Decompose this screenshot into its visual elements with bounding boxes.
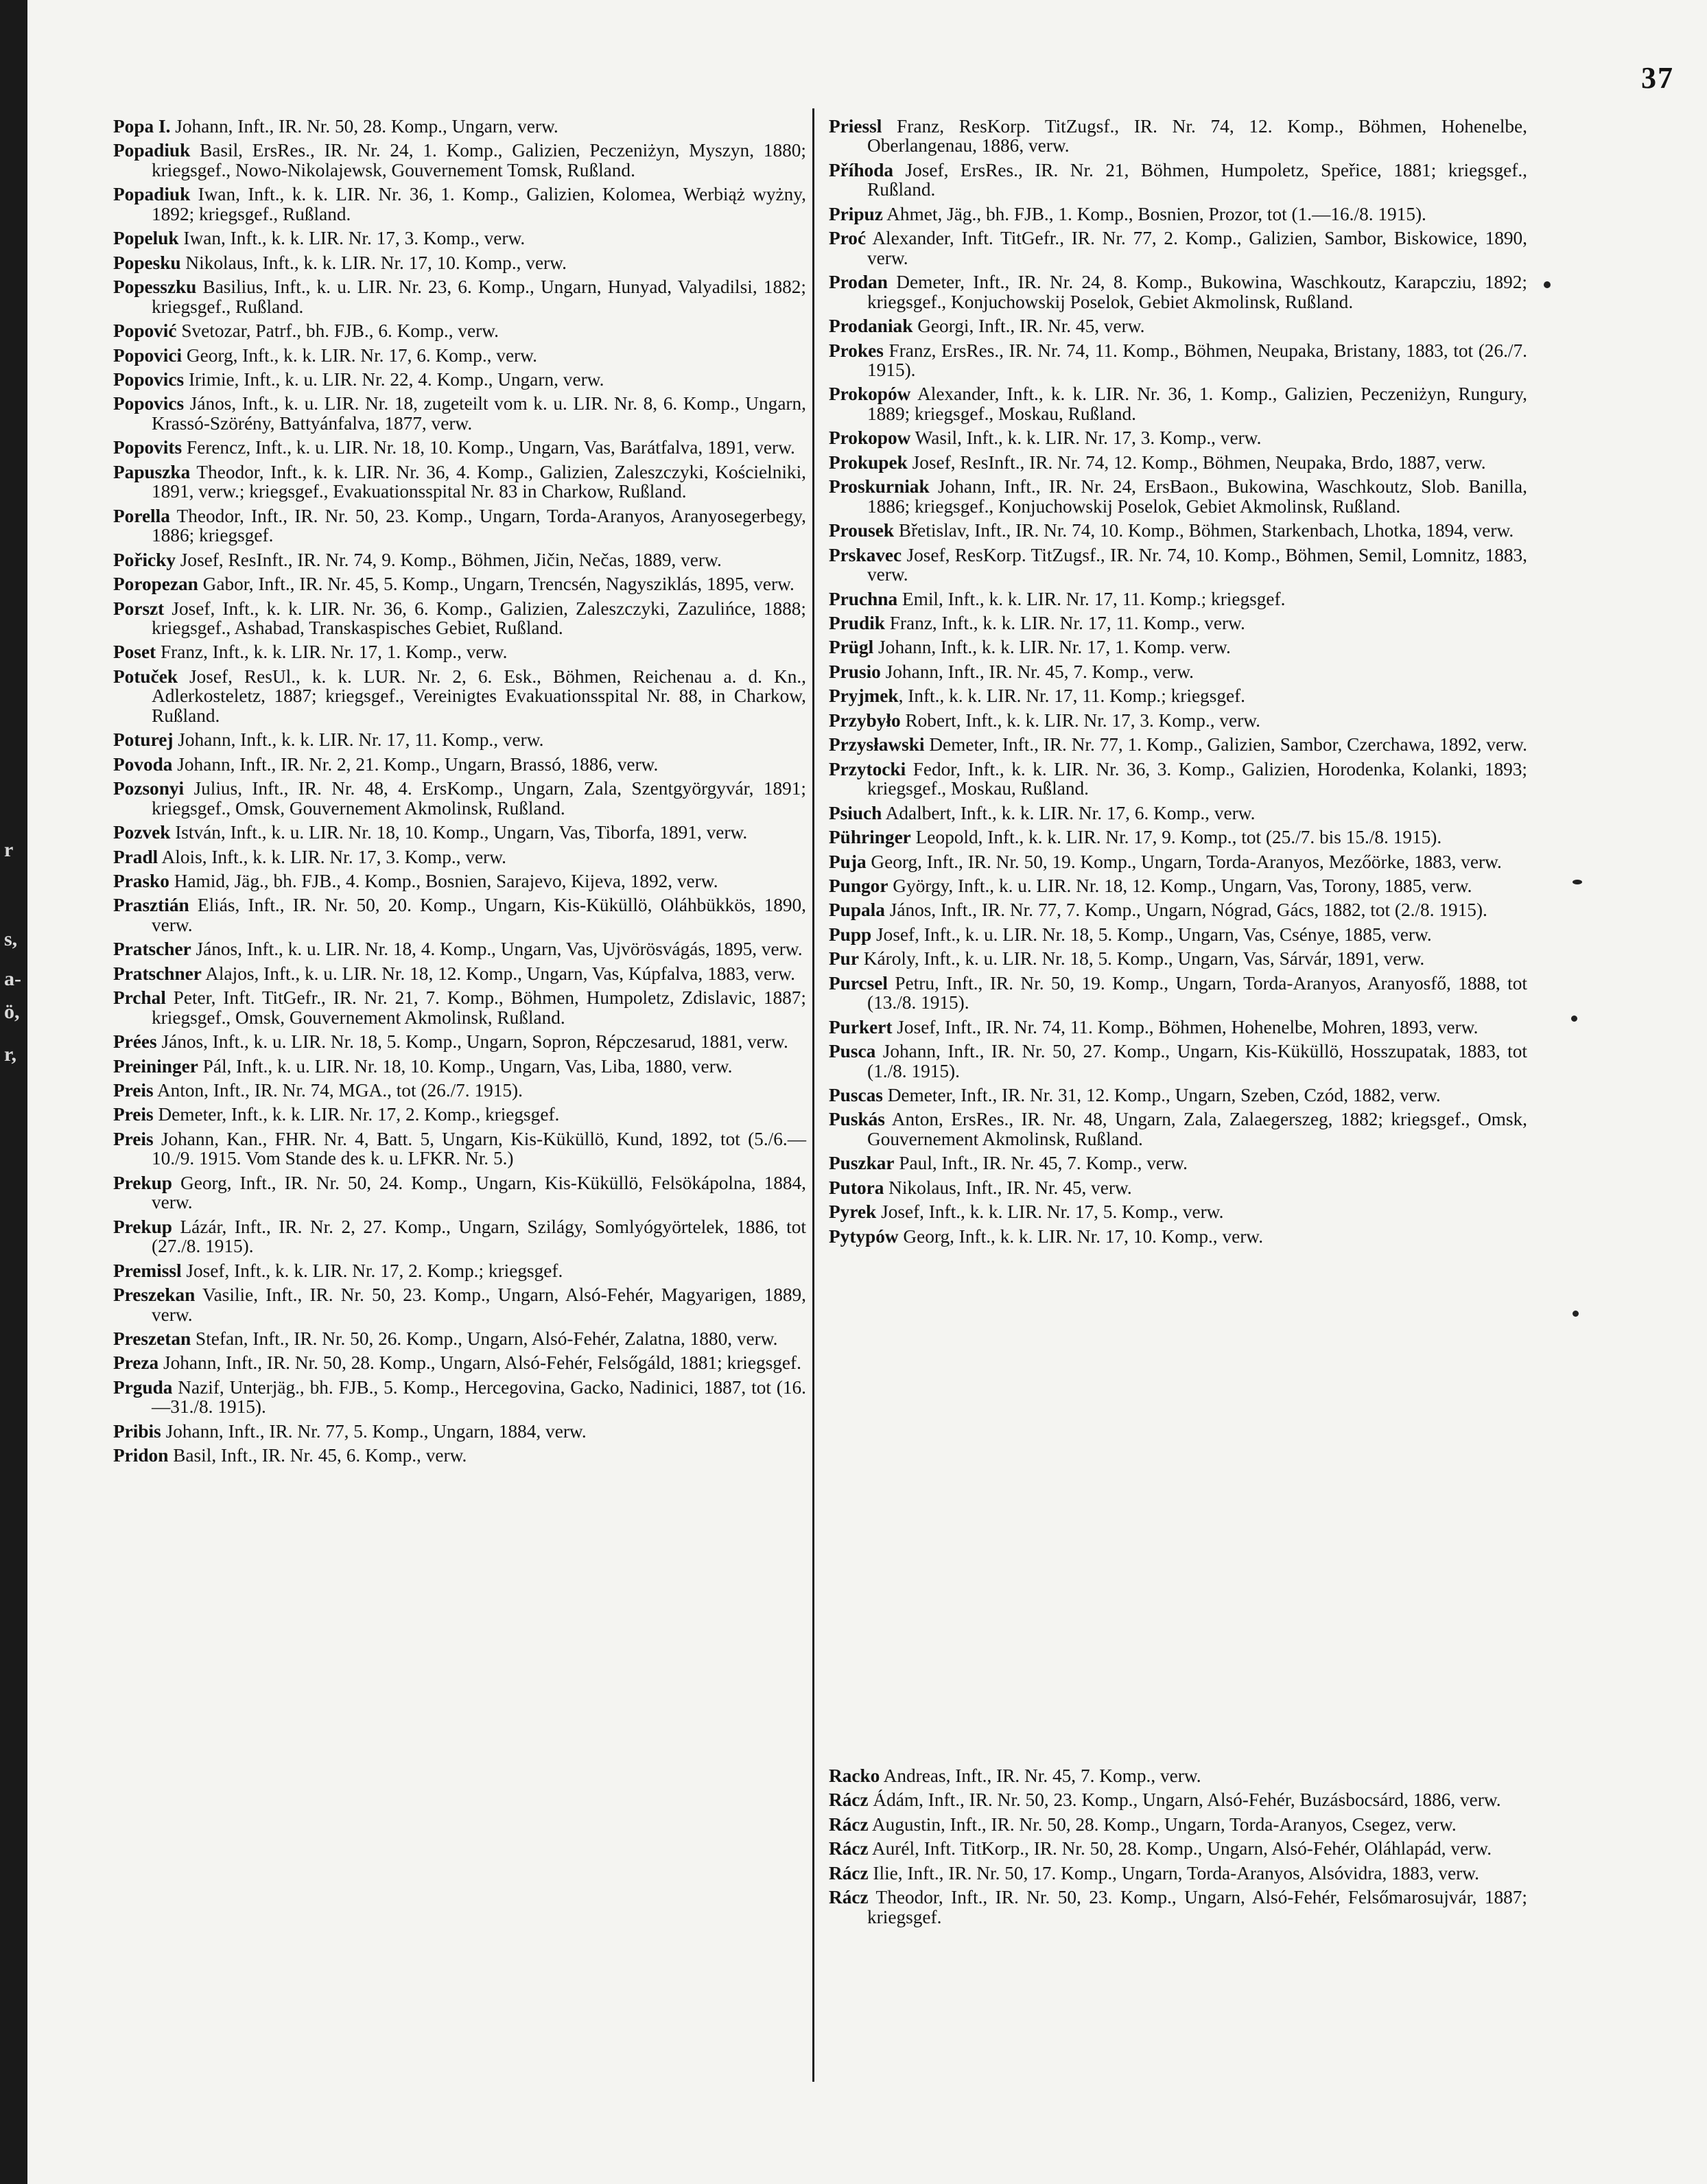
entry-details: Josef, ErsRes., IR. Nr. 21, Böhmen, Humpoletz, Speřice, 1881; kriegsgef., Rußland. xyxy=(867,159,1527,200)
entry-details: Adalbert, Inft., k. k. LIR. Nr. 17, 6. Komp., verw. xyxy=(882,802,1256,823)
entry-details: Ahmet, Jäg., bh. FJB., 1. Komp., Bosnien, Prozor, tot (1.—16./8. 1915). xyxy=(882,203,1426,224)
entry-surname: Pryjmek xyxy=(829,685,899,707)
entry-surname: Porszt xyxy=(113,598,165,619)
entry-surname: Poturej xyxy=(113,729,174,751)
entry-details: Svetozar, Patrf., bh. FJB., 6. Komp., verw. xyxy=(176,320,499,342)
list-item xyxy=(829,900,1527,919)
entry-details: Hamid, Jäg., bh. FJB., 4. Komp., Bosnien, Sarajevo, Kijeva, 1892, verw. xyxy=(169,870,718,891)
entry-surname: Przysławski xyxy=(829,734,925,755)
entry-surname: Rácz xyxy=(829,1862,869,1883)
entry-surname: Prügl xyxy=(829,637,874,658)
entry-details: Georg, Inft., IR. Nr. 50, 19. Komp., Ungarn, Torda-Aranyos, Mezőörke, 1883, verw. xyxy=(866,851,1502,872)
list-item xyxy=(829,272,1527,312)
entry-details: Lázár, Inft., IR. Nr. 2, 27. Komp., Ungarn, Szilágy, Somlyógyörtelek, 1886, tot (27./8. 1915). xyxy=(152,1216,806,1257)
entry-surname: Pozvek xyxy=(113,822,171,843)
right-column-r-section xyxy=(829,1766,1527,1931)
entry-details: Pál, Inft., k. u. LIR. Nr. 18, 10. Komp., Ungarn, Vas, Liba, 1880, verw. xyxy=(198,1055,733,1077)
list-item xyxy=(829,589,1527,609)
entry-details: Leopold, Inft., k. k. LIR. Nr. 17, 9. Komp., tot (25./7. bis 15./8. 1915). xyxy=(910,827,1442,848)
entry-details: János, Inft., k. u. LIR. Nr. 18, 5. Komp., Ungarn, Sopron, Répczesarud, 1881, verw. xyxy=(156,1031,788,1053)
entry-surname: Pribis xyxy=(113,1420,161,1442)
margin-speck xyxy=(1571,1015,1577,1022)
list-item xyxy=(829,1018,1527,1037)
entry-details: Břetislav, Inft., IR. Nr. 74, 10. Komp., Böhmen, Starkenbach, Lhotka, 1894, verw. xyxy=(894,520,1514,541)
entry-details: Johann, Inft., IR. Nr. 24, ErsBaon., Bukowina, Waschkoutz, Slob. Banilla, 1886; kriegsgef., Konjuchowskij Poselok, Gebiet Akmolinsk, Rußland. xyxy=(867,476,1527,517)
entry-surname: Pupp xyxy=(829,924,872,945)
list-item xyxy=(113,506,806,545)
entry-surname: Preszetan xyxy=(113,1328,191,1350)
entry-surname: Racko xyxy=(829,1765,880,1786)
entry-surname: Prguda xyxy=(113,1376,173,1398)
list-item xyxy=(829,228,1527,268)
list-item xyxy=(829,876,1527,895)
entry-surname: Pridon xyxy=(113,1445,169,1466)
entry-details: János, Inft., IR. Nr. 77, 7. Komp., Ungarn, Nógrad, Gács, 1882, tot (2./8. 1915). xyxy=(884,900,1487,921)
list-item xyxy=(829,637,1527,657)
list-item xyxy=(113,1422,806,1441)
page-number: 37 xyxy=(1641,61,1674,95)
list-item xyxy=(829,1178,1527,1197)
list-item xyxy=(113,1329,806,1348)
entry-details: Josef, Inft., IR. Nr. 74, 11. Komp., Böhmen, Hohenelbe, Mohren, 1893, verw. xyxy=(892,1016,1479,1037)
entry-details: Franz, ResKorp. TitZugsf., IR. Nr. 74, 12. Komp., Böhmen, Hohenelbe, Oberlangenau, 1886, verw. xyxy=(867,116,1527,156)
entry-details: Demeter, Inft., IR. Nr. 24, 8. Komp., Bukowina, Waschkoutz, Karapcziu, 1892; kriegsgef., Konjuchowskij Poselok, Gebiet Akmolinsk, Rußland. xyxy=(867,272,1527,312)
list-item xyxy=(113,895,806,935)
entry-details: János, Inft., k. u. LIR. Nr. 18, 4. Komp., Ungarn, Vas, Ujvörösvágás, 1895, verw. xyxy=(191,939,803,960)
edge-fragment: ö, xyxy=(4,1000,20,1023)
entry-surname: Poropezan xyxy=(113,574,198,595)
entry-details: Aurél, Inft. TitKorp., IR. Nr. 50, 28. Komp., Ungarn, Alsó-Fehér, Oláhlapád, verw. xyxy=(868,1838,1492,1859)
list-item xyxy=(113,1081,806,1100)
entry-details: Theodor, Inft., k. k. LIR. Nr. 36, 4. Komp., Galizien, Zaleszczyki, Kościelniki, 1891, verw.; kriegsgef., Evakuationsspital Nr. 83 in Charkow, Rußland. xyxy=(152,461,806,502)
entry-surname: Prusio xyxy=(829,661,881,682)
entry-surname: Preis xyxy=(113,1080,154,1101)
entry-details: Georg, Inft., IR. Nr. 50, 24. Komp., Ungarn, Kis-Küküllö, Felsökápolna, 1884, verw. xyxy=(152,1172,806,1213)
entry-details: Ferencz, Inft., k. u. LIR. Nr. 18, 10. Komp., Ungarn, Vas, Barátfalva, 1891, verw. xyxy=(182,437,795,458)
list-item xyxy=(113,462,806,502)
entry-details: Anton, ErsRes., IR. Nr. 48, Ungarn, Zala, Zalaegerszeg, 1882; kriegsgef., Omsk, Gouvernement Akmolinsk, Rußland. xyxy=(867,1109,1527,1149)
entry-details: Alois, Inft., k. k. LIR. Nr. 17, 3. Komp., verw. xyxy=(158,846,506,867)
list-item xyxy=(113,847,806,867)
list-item xyxy=(113,1353,806,1372)
entry-details: Josef, ResUl., k. k. LUR. Nr. 2, 6. Esk., Böhmen, Reichenau a. d. Kn., Adlerkosteletz, 1887; kriegsgef., Vereinigtes Evakuationsspital Nr. 88, in Charkow, Rußland. xyxy=(152,666,806,726)
margin-speck xyxy=(1573,880,1582,884)
list-item xyxy=(113,321,806,340)
edge-fragment: a- xyxy=(4,967,21,990)
margin-speck xyxy=(1573,1311,1579,1317)
list-item xyxy=(113,438,806,457)
entry-details: Johann, Inft., IR. Nr. 50, 28. Komp., Ungarn, verw. xyxy=(170,116,558,137)
entry-surname: Popovics xyxy=(113,368,185,390)
entry-surname: Proć xyxy=(829,228,867,249)
list-item xyxy=(829,852,1527,871)
list-item xyxy=(829,1839,1527,1858)
entry-details: Paul, Inft., IR. Nr. 45, 7. Komp., verw. xyxy=(894,1153,1188,1174)
entry-details: Johann, Inft., IR. Nr. 2, 21. Komp., Ungarn, Brassó, 1886, verw. xyxy=(172,753,659,775)
list-item xyxy=(113,1285,806,1324)
left-column xyxy=(113,117,806,1470)
entry-details: Gabor, Inft., IR. Nr. 45, 5. Komp., Ungarn, Trencsén, Nagysziklás, 1895, verw. xyxy=(198,574,794,595)
list-item xyxy=(113,755,806,774)
entry-details: Vasilie, Inft., IR. Nr. 50, 23. Komp., Ungarn, Alsó-Fehér, Magyarigen, 1889, verw. xyxy=(152,1284,806,1325)
list-item xyxy=(829,1864,1527,1883)
entry-surname: Popovits xyxy=(113,437,183,458)
list-item xyxy=(829,1042,1527,1081)
entry-surname: Pradl xyxy=(113,846,158,867)
list-item xyxy=(113,871,806,891)
list-item xyxy=(829,545,1527,585)
list-item xyxy=(829,316,1527,336)
entry-surname: Pripuz xyxy=(829,203,883,224)
list-item xyxy=(829,521,1527,540)
scan-edge-text xyxy=(1,0,25,2184)
list-item xyxy=(829,613,1527,633)
entry-details: Josef, ResInft., IR. Nr. 74, 9. Komp., Böhmen, Jičin, Nečas, 1889, verw. xyxy=(175,549,722,570)
entry-details: Josef, Inft., k. u. LIR. Nr. 18, 5. Komp., Ungarn, Vas, Csénye, 1885, verw. xyxy=(871,924,1432,945)
entry-details: Franz, Inft., k. k. LIR. Nr. 17, 11. Komp., verw. xyxy=(884,612,1245,633)
entry-surname: Rácz xyxy=(829,1887,869,1908)
entry-details: Alexander, Inft., k. k. LIR. Nr. 36, 1. Komp., Galizien, Peczeniżyn, Rungury, 1889; kriegsgef., Moskau, Rußland. xyxy=(867,384,1527,424)
list-item xyxy=(113,939,806,959)
list-item xyxy=(829,686,1527,705)
entry-surname: Pühringer xyxy=(829,827,911,848)
entry-surname: Pungor xyxy=(829,875,888,896)
entry-surname: Pusca xyxy=(829,1041,876,1062)
entry-surname: Puskás xyxy=(829,1109,885,1130)
entry-surname: Porella xyxy=(113,505,170,526)
entry-details: Anton, Inft., IR. Nr. 74, MGA., tot (26./7. 1915). xyxy=(153,1080,523,1101)
list-item xyxy=(113,779,806,818)
list-item xyxy=(113,1378,806,1417)
entry-surname: Premissl xyxy=(113,1260,182,1281)
entry-details: Georg, Inft., k. k. LIR. Nr. 17, 6. Komp., verw. xyxy=(182,344,537,366)
list-item xyxy=(113,253,806,272)
list-item xyxy=(829,1227,1527,1246)
entry-surname: Popovics xyxy=(113,393,185,414)
entry-surname: Putora xyxy=(829,1177,884,1198)
entry-surname: Popa I. xyxy=(113,116,171,137)
entry-surname: Prokopow xyxy=(829,427,911,449)
list-item xyxy=(113,185,806,224)
entry-details: György, Inft., k. u. LIR. Nr. 18, 12. Komp., Ungarn, Vas, Torony, 1885, verw. xyxy=(888,875,1472,896)
entry-details: Josef, Inft., k. k. LIR. Nr. 36, 6. Komp., Galizien, Zaleszczyki, Zazulińce, 1888; kriegsgef., Ashabad, Transkaspisches Gebiet, Rußland. xyxy=(152,598,806,638)
entry-details: Robert, Inft., k. k. LIR. Nr. 17, 3. Komp., verw. xyxy=(900,709,1261,731)
entry-details: Georg, Inft., k. k. LIR. Nr. 17, 10. Komp., verw. xyxy=(898,1225,1264,1247)
entry-surname: Pruchna xyxy=(829,588,898,609)
entry-surname: Pupala xyxy=(829,900,885,921)
list-item xyxy=(829,735,1527,754)
entry-details: Franz, Inft., k. k. LIR. Nr. 17, 1. Komp., verw. xyxy=(156,642,508,663)
entry-details: Johann, Inft., k. k. LIR. Nr. 17, 1. Komp. verw. xyxy=(873,637,1231,658)
list-item xyxy=(113,394,806,433)
entry-surname: Prudik xyxy=(829,612,885,633)
entry-surname: Poset xyxy=(113,642,156,663)
entry-surname: Prokupek xyxy=(829,451,908,473)
entry-details: Johann, Inft., IR. Nr. 50, 27. Komp., Ungarn, Kis-Küküllö, Hosszupatak, 1883, tot (1./8. 1915). xyxy=(867,1041,1527,1081)
entry-surname: Prekup xyxy=(113,1172,172,1193)
list-item xyxy=(113,1057,806,1076)
entry-details: Johann, Inft., IR. Nr. 50, 28. Komp., Ungarn, Alsó-Fehér, Felsőgáld, 1881; kriegsgef. xyxy=(158,1352,801,1374)
list-item xyxy=(829,1109,1527,1149)
entry-details: Johann, Inft., k. k. LIR. Nr. 17, 11. Komp., verw. xyxy=(173,729,544,751)
list-item xyxy=(829,1790,1527,1809)
entry-surname: Popeluk xyxy=(113,228,179,249)
entry-details: Emil, Inft., k. k. LIR. Nr. 17, 11. Komp.; kriegsgef. xyxy=(897,588,1286,609)
entry-details: Eliás, Inft., IR. Nr. 50, 20. Komp., Ungarn, Kis-Küküllö, Oláhbükkös, 1890, verw. xyxy=(152,895,806,935)
entry-details: Károly, Inft., k. u. LIR. Nr. 18, 5. Komp., Ungarn, Vas, Sárvár, 1891, verw. xyxy=(858,948,1425,970)
list-item xyxy=(113,730,806,749)
entry-surname: Prskavec xyxy=(829,544,902,565)
entry-details: Georgi, Inft., IR. Nr. 45, verw. xyxy=(913,316,1145,337)
entry-details: Basil, Inft., IR. Nr. 45, 6. Komp., verw. xyxy=(168,1445,467,1466)
entry-details: Julius, Inft., IR. Nr. 48, 4. ErsKomp., Ungarn, Zala, Szentgyörgyvár, 1891; kriegsgef., Omsk, Gouvernement Akmolinsk, Rußland. xyxy=(152,778,806,819)
entry-details: Iwan, Inft., k. k. LIR. Nr. 36, 1. Komp., Galizien, Kolomea, Werbiąż wyżny, 1892; kriegsgef., Rußland. xyxy=(152,184,806,224)
entry-details: Johann, Inft., IR. Nr. 77, 5. Komp., Ungarn, 1884, verw. xyxy=(161,1420,587,1442)
list-item xyxy=(829,1085,1527,1105)
edge-fragment: r xyxy=(4,838,14,861)
entry-surname: Priessl xyxy=(829,116,882,137)
entry-surname: Przybyło xyxy=(829,709,901,731)
entry-surname: Prousek xyxy=(829,520,895,541)
list-item xyxy=(113,117,806,136)
entry-details: Josef, ResKorp. TitZugsf., IR. Nr. 74, 10. Komp., Böhmen, Semil, Lomnitz, 1883, verw. xyxy=(867,544,1527,585)
list-item xyxy=(113,1261,806,1280)
list-item xyxy=(829,204,1527,224)
entry-details: , Inft., k. k. LIR. Nr. 17, 11. Komp.; kriegsgef. xyxy=(898,685,1246,707)
list-item xyxy=(113,1032,806,1051)
entry-surname: Povoda xyxy=(113,753,173,775)
entry-details: Stefan, Inft., IR. Nr. 50, 26. Komp., Ungarn, Alsó-Fehér, Zalatna, 1880, verw. xyxy=(191,1328,778,1350)
entry-details: Josef, ResInft., IR. Nr. 74, 12. Komp., Böhmen, Neupaka, Brdo, 1887, verw. xyxy=(907,451,1486,473)
list-item xyxy=(829,1202,1527,1221)
entry-surname: Popesszku xyxy=(113,277,197,298)
entry-details: Andreas, Inft., IR. Nr. 45, 7. Komp., verw. xyxy=(880,1765,1201,1786)
list-item xyxy=(113,550,806,570)
entry-surname: Preza xyxy=(113,1352,159,1374)
list-item xyxy=(829,477,1527,516)
list-item xyxy=(113,1173,806,1212)
entry-surname: Pořicky xyxy=(113,549,176,570)
entry-surname: Popović xyxy=(113,320,177,342)
entry-surname: Przytocki xyxy=(829,758,906,779)
entry-surname: Pytypów xyxy=(829,1225,899,1247)
column-divider xyxy=(812,108,814,2082)
entry-surname: Popadiuk xyxy=(113,184,191,205)
list-item xyxy=(829,1815,1527,1834)
entry-surname: Preszekan xyxy=(113,1284,196,1306)
entry-details: Nikolaus, Inft., k. k. LIR. Nr. 17, 10. Komp., verw. xyxy=(180,252,567,273)
entry-surname: Popovici xyxy=(113,344,183,366)
entry-surname: Potuček xyxy=(113,666,178,687)
entry-details: Theodor, Inft., IR. Nr. 50, 23. Komp., Ungarn, Torda-Aranyos, Aranyosegerbegy, 1886; kriegsgef. xyxy=(152,505,806,546)
entry-details: Nikolaus, Inft., IR. Nr. 45, verw. xyxy=(884,1177,1132,1198)
edge-fragment: s, xyxy=(4,928,18,950)
list-item xyxy=(113,667,806,725)
entry-surname: Preis xyxy=(113,1104,154,1125)
list-item xyxy=(113,228,806,248)
list-item xyxy=(113,346,806,365)
list-item xyxy=(829,384,1527,423)
entry-details: Johann, Kan., FHR. Nr. 4, Batt. 5, Ungarn, Kis-Küküllö, Kund, 1892, tot (5./6.—10./9. 1915. Vom Stande des k. u. LFKR. Nr. 5.) xyxy=(152,1128,806,1169)
list-item xyxy=(829,827,1527,847)
entry-details: Alexander, Inft. TitGefr., IR. Nr. 77, 2. Komp., Galizien, Sambor, Biskowice, 1890, verw. xyxy=(866,228,1527,268)
entry-surname: Prokopów xyxy=(829,384,911,405)
list-item xyxy=(829,803,1527,823)
list-item xyxy=(829,949,1527,968)
entry-surname: Příhoda xyxy=(829,159,894,180)
list-item xyxy=(829,1153,1527,1173)
entry-surname: Popadiuk xyxy=(113,140,191,161)
list-item xyxy=(113,988,806,1027)
entry-surname: Pratscher xyxy=(113,939,191,960)
entry-surname: Pyrek xyxy=(829,1201,877,1223)
list-item xyxy=(113,1217,806,1256)
entry-details: Demeter, Inft., IR. Nr. 31, 12. Komp., Ungarn, Szeben, Czód, 1882, verw. xyxy=(882,1085,1441,1106)
entry-surname: Rácz xyxy=(829,1838,869,1859)
list-item xyxy=(113,823,806,842)
entry-details: István, Inft., k. u. LIR. Nr. 18, 10. Komp., Ungarn, Vas, Tiborfa, 1891, verw. xyxy=(170,822,748,843)
entry-surname: Rácz xyxy=(829,1789,869,1811)
list-item xyxy=(829,117,1527,156)
entry-details: Demeter, Inft., IR. Nr. 77, 1. Komp., Galizien, Sambor, Czerchawa, 1892, verw. xyxy=(924,734,1527,755)
list-item xyxy=(829,161,1527,200)
list-item xyxy=(829,925,1527,944)
list-item xyxy=(113,141,806,180)
list-item xyxy=(113,642,806,661)
entry-surname: Prées xyxy=(113,1031,157,1053)
entry-surname: Puja xyxy=(829,851,867,872)
entry-surname: Puscas xyxy=(829,1085,883,1106)
entry-surname: Papuszka xyxy=(113,461,191,482)
entry-details: Demeter, Inft., k. k. LIR. Nr. 17, 2. Komp., kriegsgef. xyxy=(153,1104,560,1125)
entry-surname: Prekup xyxy=(113,1216,172,1237)
list-item xyxy=(829,341,1527,380)
entry-surname: Pur xyxy=(829,948,859,970)
entry-details: Fedor, Inft., k. k. LIR. Nr. 36, 3. Komp., Galizien, Horodenka, Kolanki, 1893; kriegsgef., Moskau, Rußland. xyxy=(867,758,1527,799)
right-column xyxy=(829,117,1527,1251)
list-item xyxy=(829,974,1527,1013)
entry-details: Iwan, Inft., k. k. LIR. Nr. 17, 3. Komp., verw. xyxy=(178,228,526,249)
list-item xyxy=(829,760,1527,799)
entry-details: Ilie, Inft., IR. Nr. 50, 17. Komp., Ungarn, Torda-Aranyos, Alsóvidra, 1883, verw. xyxy=(868,1862,1479,1883)
entry-surname: Proskurniak xyxy=(829,476,930,497)
entry-details: Basil, ErsRes., IR. Nr. 24, 1. Komp., Galizien, Peczeniżyn, Myszyn, 1880; kriegsgef., Nowo-Nikolajewsk, Gouvernement Tomsk, Rußland. xyxy=(152,140,806,180)
list-item xyxy=(113,277,806,316)
entry-surname: Pratschner xyxy=(113,963,202,984)
entry-details: Johann, Inft., IR. Nr. 45, 7. Komp., verw. xyxy=(880,661,1194,682)
entry-surname: Preis xyxy=(113,1128,154,1149)
entry-surname: Psiuch xyxy=(829,802,882,823)
document-page xyxy=(27,0,1707,2184)
entry-details: Petru, Inft., IR. Nr. 50, 19. Komp., Ungarn, Torda-Aranyos, Aranyosfő, 1888, tot (13./8. 1915). xyxy=(867,972,1527,1013)
entry-surname: Pozsonyi xyxy=(113,778,185,799)
entry-surname: Purkert xyxy=(829,1016,893,1037)
list-item xyxy=(113,1446,806,1465)
entry-details: Irimie, Inft., k. u. LIR. Nr. 22, 4. Komp., Ungarn, verw. xyxy=(184,368,604,390)
entry-surname: Rácz xyxy=(829,1813,869,1835)
entry-surname: Preininger xyxy=(113,1055,198,1077)
edge-fragment: r, xyxy=(4,1043,17,1066)
entry-surname: Prasko xyxy=(113,870,169,891)
list-item xyxy=(113,1105,806,1124)
entry-surname: Prasztián xyxy=(113,895,189,916)
list-item xyxy=(113,599,806,638)
list-item xyxy=(829,1888,1527,1927)
list-item xyxy=(113,964,806,983)
list-item xyxy=(829,662,1527,681)
entry-surname: Prodaniak xyxy=(829,316,913,337)
entry-details: Peter, Inft. TitGefr., IR. Nr. 21, 7. Komp., Böhmen, Humpoletz, Zdislavic, 1887; kriegsgef., Omsk, Gouvernement Akmolinsk, Rußland. xyxy=(152,987,806,1028)
entry-details: Augustin, Inft., IR. Nr. 50, 28. Komp., Ungarn, Torda-Aranyos, Csegez, verw. xyxy=(868,1813,1457,1835)
entry-details: Nazif, Unterjäg., bh. FJB., 5. Komp., Hercegovina, Gacko, Nadinici, 1887, tot (16.—31./8. 1915). xyxy=(152,1376,806,1418)
entry-details: Alajos, Inft., k. u. LIR. Nr. 18, 12. Komp., Ungarn, Vas, Kúpfalva, 1883, verw. xyxy=(201,963,795,984)
margin-speck xyxy=(1544,281,1551,288)
entry-details: Ádám, Inft., IR. Nr. 50, 23. Komp., Ungarn, Alsó-Fehér, Buzásbocsárd, 1886, verw. xyxy=(868,1789,1501,1811)
entry-details: Basilius, Inft., k. u. LIR. Nr. 23, 6. Komp., Ungarn, Hunyad, Valyadilsi, 1882; kriegsgef., Rußland. xyxy=(152,277,806,317)
list-item xyxy=(113,370,806,389)
list-item xyxy=(829,453,1527,472)
entry-details: Theodor, Inft., IR. Nr. 50, 23. Komp., Ungarn, Alsó-Fehér, Felsőmarosujvár, 1887; kriegsgef. xyxy=(867,1887,1527,1927)
entry-surname: Prodan xyxy=(829,272,888,293)
list-item xyxy=(829,711,1527,730)
list-item xyxy=(829,428,1527,447)
list-item xyxy=(113,574,806,594)
entry-details: Wasil, Inft., k. k. LIR. Nr. 17, 3. Komp., verw. xyxy=(910,427,1262,449)
entry-details: Franz, ErsRes., IR. Nr. 74, 11. Komp., Böhmen, Neupaka, Bristany, 1883, tot (26./7. 1915). xyxy=(867,340,1527,380)
entry-surname: Popesku xyxy=(113,252,181,273)
entry-surname: Prchal xyxy=(113,987,166,1009)
list-item xyxy=(829,1766,1527,1785)
entry-surname: Puszkar xyxy=(829,1153,895,1174)
entry-surname: Purcsel xyxy=(829,972,888,994)
list-item xyxy=(113,1129,806,1169)
entry-details: Josef, Inft., k. k. LIR. Nr. 17, 2. Komp.; kriegsgef. xyxy=(181,1260,563,1281)
entry-details: Josef, Inft., k. k. LIR. Nr. 17, 5. Komp., verw. xyxy=(876,1201,1224,1223)
entry-details: János, Inft., k. u. LIR. Nr. 18, zugeteilt vom k. u. LIR. Nr. 8, 6. Komp., Ungarn, Krassó-Szörény, Battyánfalva, 1877, verw. xyxy=(152,393,806,434)
entry-surname: Prokes xyxy=(829,340,884,361)
